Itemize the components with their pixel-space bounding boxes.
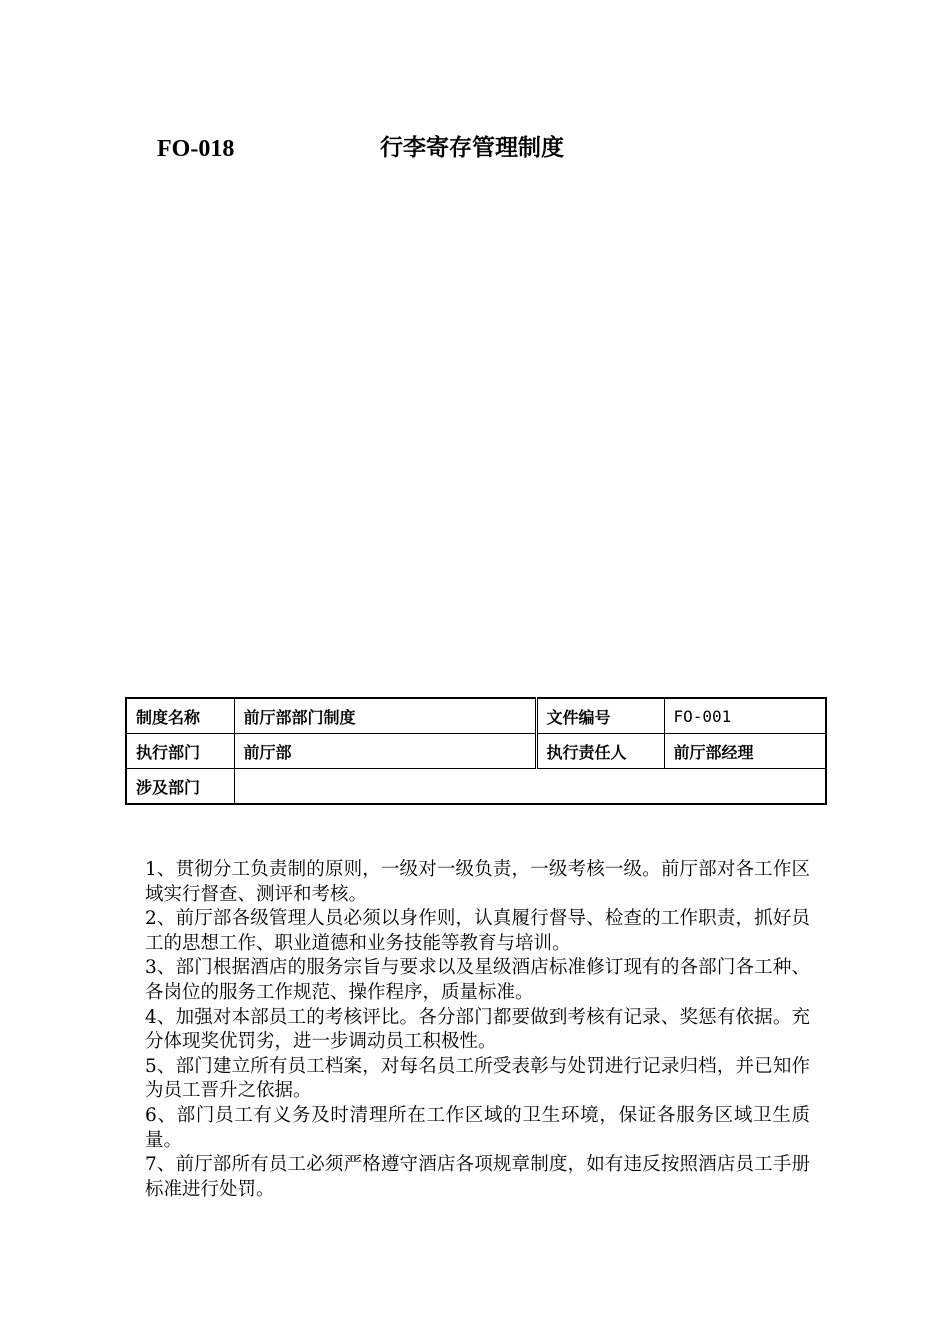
rule-paragraph: 4、加强对本部员工的考核评比。各分部门都要做到考核有记录、奖惩有依据。充分体现奖优罚劣，进一步调动员工积极性。 [145, 1006, 810, 1053]
rule-paragraph: 3、部门根据酒店的服务宗旨与要求以及星级酒店标准修订现有的各部门各工种、各岗位的服务工作规范、操作程序，质量标准。 [145, 957, 810, 1003]
table-value-cell [234, 769, 826, 805]
table-row [126, 734, 826, 769]
table-row [126, 769, 826, 805]
table-label-cell: 涉及部门 [126, 769, 234, 805]
rule-paragraph: 1、贯彻分工负责制的原则，一级对一级负责，一级考核一级。前厅部对各工作区域实行督查、测评和考核。 [145, 859, 810, 905]
table-row [126, 698, 826, 734]
rules-text [145, 858, 810, 1202]
table-label-cell: 制度名称 [126, 698, 234, 734]
table-value-cell: 前厅部经理 [664, 734, 826, 769]
table-value-cell: 前厅部部门制度 [234, 698, 536, 734]
table-label-cell: 文件编号 [536, 698, 664, 734]
table-label-cell: 执行部门 [126, 734, 234, 769]
document-code: FO-018 [157, 136, 235, 162]
rule-paragraph: 5、部门建立所有员工档案，对每名员工所受表彰与处罚进行记录归档，并已知作为员工晋升之依据。 [145, 1055, 810, 1102]
info-table [125, 697, 827, 805]
table-value-cell: 前厅部 [234, 734, 536, 769]
table-value-cell: FO-001 [664, 698, 826, 734]
document-title: 行李寄存管理制度 [380, 135, 564, 161]
rule-paragraph: 6、部门员工有义务及时清理所在工作区域的卫生环境，保证各服务区域卫生质量。 [145, 1104, 810, 1151]
table-label-cell: 执行责任人 [536, 734, 664, 769]
rule-paragraph: 2、前厅部各级管理人员必须以身作则，认真履行督导、检查的工作职责，抓好员工的思想工作、职业道德和业务技能等教育与培训。 [145, 908, 810, 954]
rule-paragraph: 7、前厅部所有员工必须严格遵守酒店各项规章制度，如有违反按照酒店员工手册标准进行处罚。 [145, 1154, 810, 1200]
